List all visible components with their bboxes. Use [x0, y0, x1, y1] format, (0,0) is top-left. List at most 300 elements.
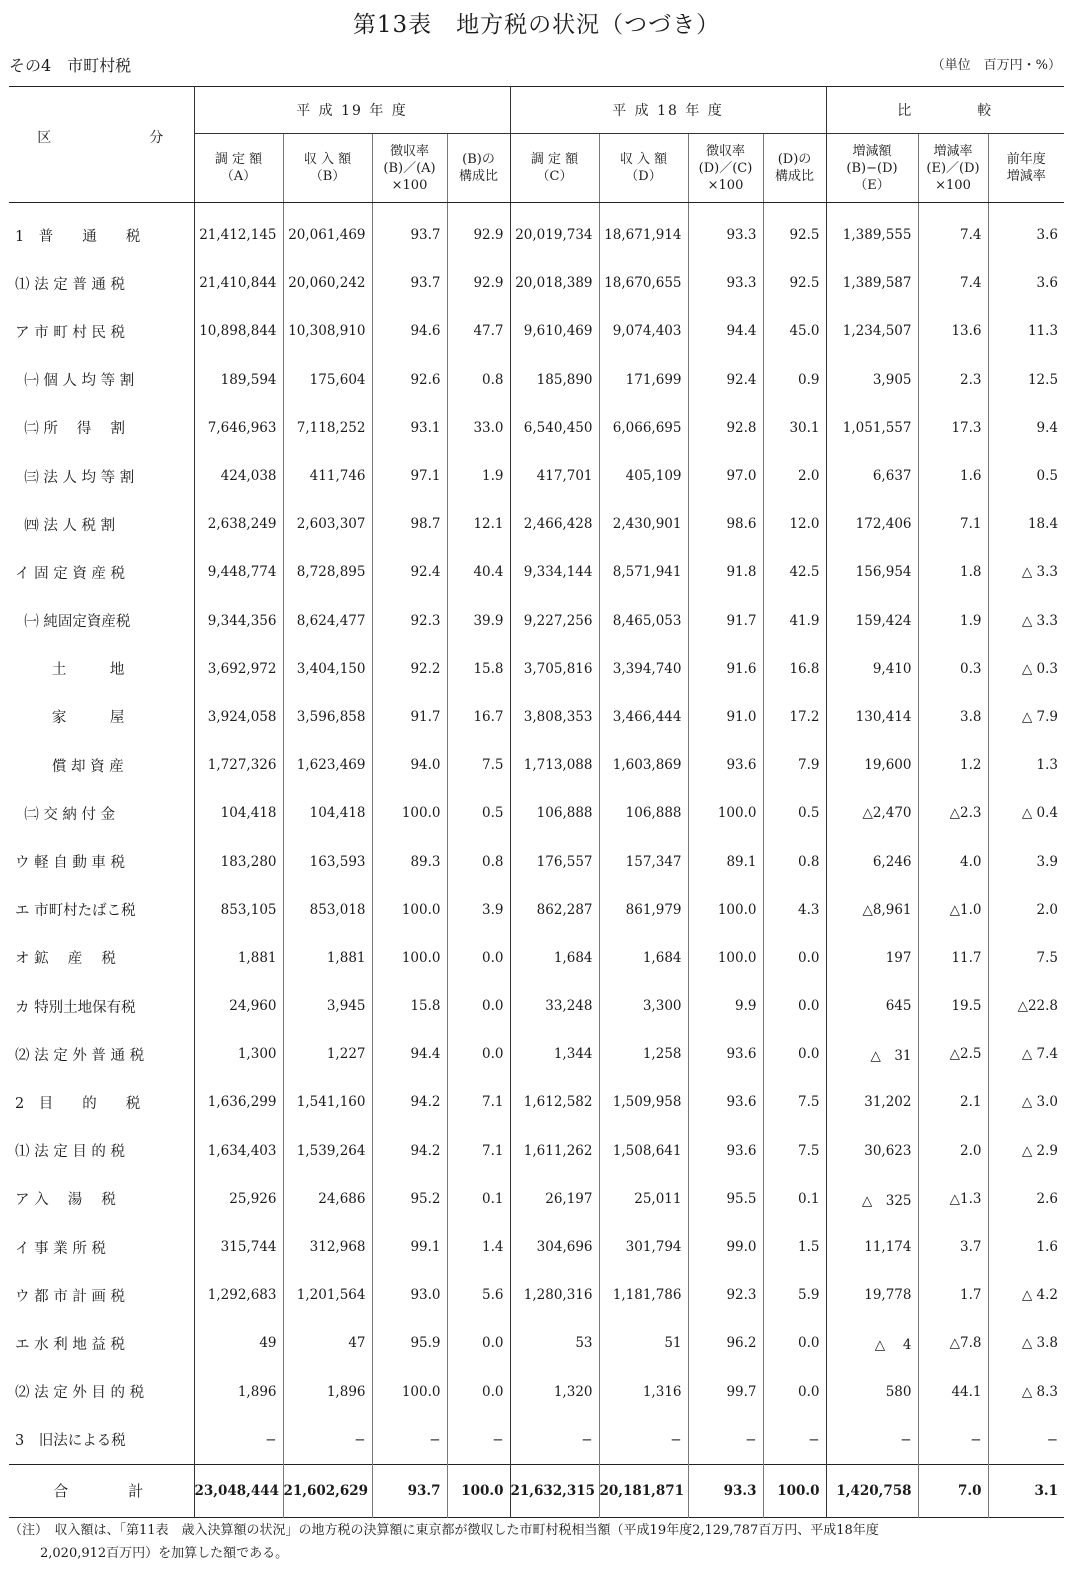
table-cell: 91.7 — [372, 693, 447, 741]
row-label: 償 却 資 産 — [15, 758, 124, 775]
table-cell: 0.5 — [763, 789, 826, 837]
table-cell: 1,611,262 — [510, 1127, 599, 1175]
table-cell: 0.0 — [763, 934, 826, 982]
table-row — [9, 693, 1064, 741]
table-cell: 301,794 — [599, 1223, 688, 1271]
table-cell: 1,881 — [283, 934, 372, 982]
table-cell: 16.8 — [763, 645, 826, 693]
table-cell: 10,898,844 — [194, 307, 283, 355]
column-header — [988, 134, 1064, 203]
table-cell: 7.1 — [447, 1127, 510, 1175]
table-cell: △7.8 — [918, 1319, 988, 1367]
table-cell: 93.6 — [688, 1078, 763, 1126]
row-label: イ 固 定 資 産 税 — [15, 565, 126, 582]
table-cell: 11.7 — [918, 934, 988, 982]
table-cell: 18,671,914 — [599, 203, 688, 260]
column-header-line: (D)の — [777, 152, 812, 167]
table-cell: 315,744 — [194, 1223, 283, 1271]
column-header-line: (B)の — [462, 152, 495, 167]
table-cell: 8,624,477 — [283, 597, 372, 645]
table-cell: 93.3 — [688, 203, 763, 260]
table-cell: 91.8 — [688, 548, 763, 596]
column-header-line: 調 定 額 — [214, 152, 263, 167]
table-cell: 93.6 — [688, 1127, 763, 1175]
table-cell: 0.3 — [918, 645, 988, 693]
table-cell: 1.9 — [447, 452, 510, 500]
table-subtitle: その4 市町村税 — [9, 56, 132, 75]
table-cell: 100.0 — [372, 789, 447, 837]
table-cell: 97.0 — [688, 452, 763, 500]
table-cell: 9,074,403 — [599, 307, 688, 355]
table-cell: △ 7.9 — [988, 693, 1064, 741]
column-header-line: (E)／(D) — [926, 160, 980, 176]
table-cell: 0.9 — [763, 356, 826, 404]
table-cell: 92.9 — [447, 259, 510, 307]
table-cell: 2,638,249 — [194, 500, 283, 548]
table-cell: 53 — [510, 1319, 599, 1367]
table-cell: 3.1 — [988, 1464, 1064, 1517]
table-cell: 9,448,774 — [194, 548, 283, 596]
table-cell: 94.2 — [372, 1127, 447, 1175]
table-cell: 25,011 — [599, 1175, 688, 1223]
table-cell: 0.8 — [447, 356, 510, 404]
table-cell: 2.1 — [918, 1078, 988, 1126]
column-header-line: ×100 — [391, 177, 428, 193]
table-cell: 8,571,941 — [599, 548, 688, 596]
table-cell: 92.3 — [372, 597, 447, 645]
row-label: ウ 都 市 計 画 税 — [15, 1288, 126, 1305]
table-cell: 89.1 — [688, 837, 763, 885]
table-cell: 99.0 — [688, 1223, 763, 1271]
table-cell: 93.0 — [372, 1271, 447, 1319]
row-label: ㈠ 個 人 均 等 割 — [15, 373, 135, 390]
table-cell: 100.0 — [447, 1464, 510, 1517]
table-cell: △1.3 — [918, 1175, 988, 1223]
row-label: ㈡ 所 得 割 — [15, 421, 126, 438]
table-cell: 16.7 — [447, 693, 510, 741]
table-row — [9, 356, 1064, 404]
table-cell: 171,699 — [599, 356, 688, 404]
table-cell: 1,344 — [510, 1030, 599, 1078]
table-cell: 1,684 — [510, 934, 599, 982]
page-title: 第13表 地方税の状況（つづき） — [352, 12, 721, 38]
table-cell: 9,344,356 — [194, 597, 283, 645]
column-header — [372, 134, 447, 203]
table-cell: △2.5 — [918, 1030, 988, 1078]
column-header-line: 前年度 — [1006, 152, 1046, 167]
table-cell: 405,109 — [599, 452, 688, 500]
table-cell: 1,727,326 — [194, 741, 283, 789]
table-cell: 92.2 — [372, 645, 447, 693]
table-cell: 0.0 — [763, 1368, 826, 1416]
table-cell: △ 3.3 — [988, 548, 1064, 596]
table-cell: 862,287 — [510, 886, 599, 934]
unit-label: （単位 百万円・%） — [931, 58, 1061, 73]
row-label: ㈡ 交 納 付 金 — [15, 806, 116, 823]
table-cell: 312,968 — [283, 1223, 372, 1271]
table-cell: 91.0 — [688, 693, 763, 741]
table-cell: 94.0 — [372, 741, 447, 789]
table-row — [9, 789, 1064, 837]
table-row — [9, 597, 1064, 645]
table-row — [9, 1030, 1064, 1078]
table-row — [9, 404, 1064, 452]
table-cell: 1,389,555 — [826, 203, 918, 260]
table-cell: 3,692,972 — [194, 645, 283, 693]
table-cell: 92.4 — [372, 548, 447, 596]
table-cell: 3,394,740 — [599, 645, 688, 693]
table-cell: 96.2 — [688, 1319, 763, 1367]
table-cell: 1.5 — [763, 1223, 826, 1271]
table-cell: 1.4 — [447, 1223, 510, 1271]
table-cell: 3,404,150 — [283, 645, 372, 693]
row-label: ㈢ 法 人 均 等 割 — [15, 469, 135, 486]
table-cell: 0.5 — [447, 789, 510, 837]
table-cell: 1,389,587 — [826, 259, 918, 307]
row-label: イ 事 業 所 税 — [15, 1240, 106, 1257]
table-cell: 49 — [194, 1319, 283, 1367]
table-cell: 7.4 — [918, 203, 988, 260]
table-cell: 853,105 — [194, 886, 283, 934]
column-header — [826, 134, 918, 203]
column-header-line: (B)／(A) — [383, 160, 436, 176]
table-cell: 4.3 — [763, 886, 826, 934]
table-cell: 156,954 — [826, 548, 918, 596]
table-cell: 1,509,958 — [599, 1078, 688, 1126]
table-cell: 9,334,144 — [510, 548, 599, 596]
table-cell: 98.7 — [372, 500, 447, 548]
table-cell: 51 — [599, 1319, 688, 1367]
table-cell: 7.5 — [447, 741, 510, 789]
table-cell: 1,603,869 — [599, 741, 688, 789]
table-cell: 3,596,858 — [283, 693, 372, 741]
table-row — [9, 1368, 1064, 1416]
table-cell: 45.0 — [763, 307, 826, 355]
column-header-line: （B） — [309, 169, 346, 184]
table-cell: 0.0 — [447, 934, 510, 982]
table-cell: △22.8 — [988, 982, 1064, 1030]
table-cell: 1,316 — [599, 1368, 688, 1416]
table-cell: 25,926 — [194, 1175, 283, 1223]
table-cell: 1,713,088 — [510, 741, 599, 789]
table-cell: 30,623 — [826, 1127, 918, 1175]
column-header-line: 構成比 — [774, 169, 814, 184]
table-cell: 93.7 — [372, 203, 447, 260]
table-cell: 12.0 — [763, 500, 826, 548]
column-header-line: 構成比 — [458, 169, 498, 184]
table-cell: 7.0 — [918, 1464, 988, 1517]
table-cell: 3,705,816 — [510, 645, 599, 693]
row-label: 家 屋 — [15, 710, 125, 727]
column-header — [447, 134, 510, 203]
table-cell: 3,808,353 — [510, 693, 599, 741]
table-cell: 1.2 — [918, 741, 988, 789]
table-cell: 94.4 — [372, 1030, 447, 1078]
table-cell: 2,430,901 — [599, 500, 688, 548]
table-cell: 93.3 — [688, 1464, 763, 1517]
table-row — [9, 934, 1064, 982]
table-row — [9, 1127, 1064, 1175]
footnote-line-2: 2,020,912百万円）を加算した額である。 — [40, 1546, 289, 1561]
table-cell: 1,420,758 — [826, 1464, 918, 1517]
table-cell: 1,300 — [194, 1030, 283, 1078]
table-cell: 12.5 — [988, 356, 1064, 404]
table-cell: − — [283, 1416, 372, 1465]
row-label: 合 計 — [9, 1464, 194, 1517]
table-cell: 1,881 — [194, 934, 283, 982]
table-cell: 0.1 — [763, 1175, 826, 1223]
total-row — [9, 1464, 1064, 1517]
table-cell: 7.5 — [988, 934, 1064, 982]
footnote-line-1: （注） 収入額は、「第11表 歳入決算額の状況」の地方税の決算額に東京都が徴収した市町村税相当額（平成19年度2,129,787百万円、平成18年度 — [9, 1523, 879, 1538]
table-cell: 1,634,403 — [194, 1127, 283, 1175]
row-label: ⑴ 法 定 普 通 税 — [15, 276, 126, 293]
table-cell: 47.7 — [447, 307, 510, 355]
table-cell: 0.0 — [447, 1319, 510, 1367]
table-cell: 7.4 — [918, 259, 988, 307]
table-cell: 1,181,786 — [599, 1271, 688, 1319]
table-cell: 1,636,299 — [194, 1078, 283, 1126]
table-cell: △ 0.3 — [988, 645, 1064, 693]
table-cell: 0.0 — [763, 1319, 826, 1367]
table-cell: 92.5 — [763, 203, 826, 260]
table-cell: 1,227 — [283, 1030, 372, 1078]
table-cell: △ 7.4 — [988, 1030, 1064, 1078]
column-header-line: 徴収率 — [705, 143, 745, 159]
table-cell: 18,670,655 — [599, 259, 688, 307]
table-cell: 3,905 — [826, 356, 918, 404]
table-cell: 6,246 — [826, 837, 918, 885]
table-cell: 98.6 — [688, 500, 763, 548]
table-cell: 3,300 — [599, 982, 688, 1030]
table-cell: − — [194, 1416, 283, 1465]
table-row — [9, 1416, 1064, 1465]
row-label: カ 特別土地保有税 — [15, 999, 136, 1016]
table-cell: 21,602,629 — [283, 1464, 372, 1517]
table-cell: 580 — [826, 1368, 918, 1416]
table-cell: 1,612,582 — [510, 1078, 599, 1126]
table-cell: 24,686 — [283, 1175, 372, 1223]
table-cell: − — [447, 1416, 510, 1465]
table-cell: 189,594 — [194, 356, 283, 404]
table-cell: △ 3.8 — [988, 1319, 1064, 1367]
row-label: 2 目 的 税 — [15, 1095, 141, 1112]
column-header — [194, 134, 283, 203]
table-cell: 1.6 — [918, 452, 988, 500]
table-cell: 19,600 — [826, 741, 918, 789]
row-label: ㈣ 法 人 税 割 — [15, 517, 116, 534]
table-cell: 93.7 — [372, 1464, 447, 1517]
table-cell: 176,557 — [510, 837, 599, 885]
table-cell: 645 — [826, 982, 918, 1030]
table-cell: 1,896 — [194, 1368, 283, 1416]
table-cell: 21,410,844 — [194, 259, 283, 307]
table-row — [9, 741, 1064, 789]
table-cell: − — [918, 1416, 988, 1465]
table-cell: 1,896 — [283, 1368, 372, 1416]
table-cell: 0.8 — [447, 837, 510, 885]
table-cell: 3.9 — [988, 837, 1064, 885]
table-cell: 7.1 — [447, 1078, 510, 1126]
table-row — [9, 1271, 1064, 1319]
table-cell: △ 4.2 — [988, 1271, 1064, 1319]
category-header: 区 分 — [9, 87, 194, 203]
table-cell: 3.6 — [988, 203, 1064, 260]
table-cell: 0.0 — [763, 1030, 826, 1078]
row-label: エ 水 利 地 益 税 — [15, 1336, 126, 1353]
table-cell: 424,038 — [194, 452, 283, 500]
table-cell: − — [826, 1416, 918, 1465]
column-header — [283, 134, 372, 203]
table-cell: 9.4 — [988, 404, 1064, 452]
table-cell: 1,234,507 — [826, 307, 918, 355]
table-row — [9, 1319, 1064, 1367]
table-cell: 18.4 — [988, 500, 1064, 548]
table-cell: 100.0 — [688, 934, 763, 982]
table-cell: 7,646,963 — [194, 404, 283, 452]
table-cell: 0.0 — [447, 1368, 510, 1416]
table-cell: 20,061,469 — [283, 203, 372, 260]
table-cell: 1,292,683 — [194, 1271, 283, 1319]
table-cell: 7.5 — [763, 1078, 826, 1126]
table-cell: 185,890 — [510, 356, 599, 404]
table-cell: △ 3.0 — [988, 1078, 1064, 1126]
table-row — [9, 886, 1064, 934]
column-header-line: 収 入 額 — [619, 152, 668, 167]
table-cell: 95.2 — [372, 1175, 447, 1223]
table-cell: 91.6 — [688, 645, 763, 693]
table-cell: 7.5 — [763, 1127, 826, 1175]
table-cell: 1,684 — [599, 934, 688, 982]
table-cell: 1,320 — [510, 1368, 599, 1416]
table-cell: 91.7 — [688, 597, 763, 645]
table-cell: 17.3 — [918, 404, 988, 452]
table-cell: 2.3 — [918, 356, 988, 404]
table-cell: 0.0 — [447, 982, 510, 1030]
table-cell: 304,696 — [510, 1223, 599, 1271]
table-cell: 1.6 — [988, 1223, 1064, 1271]
table-cell: 172,406 — [826, 500, 918, 548]
table-cell: 11.3 — [988, 307, 1064, 355]
table-cell: 42.5 — [763, 548, 826, 596]
table-cell: 6,540,450 — [510, 404, 599, 452]
column-header-line: （C） — [536, 169, 573, 184]
table-cell: − — [599, 1416, 688, 1465]
table-body — [9, 203, 1064, 1518]
table-row — [9, 1078, 1064, 1126]
table-cell: 130,414 — [826, 693, 918, 741]
table-cell: 5.9 — [763, 1271, 826, 1319]
table-cell: 183,280 — [194, 837, 283, 885]
table-cell: △ 3.3 — [988, 597, 1064, 645]
table-row — [9, 1175, 1064, 1223]
column-header-line: 調 定 額 — [530, 152, 579, 167]
table-cell: 92.9 — [447, 203, 510, 260]
table-cell: − — [988, 1416, 1064, 1465]
table-cell: 93.1 — [372, 404, 447, 452]
table-cell: 4.0 — [918, 837, 988, 885]
table-cell: 1,051,557 — [826, 404, 918, 452]
column-header-line: (D)／(C) — [698, 160, 753, 176]
column-header-line: （A） — [220, 169, 257, 184]
table-cell: 20,060,242 — [283, 259, 372, 307]
table-cell: 0.1 — [447, 1175, 510, 1223]
table-cell: 197 — [826, 934, 918, 982]
column-header — [688, 134, 763, 203]
table-cell: 30.1 — [763, 404, 826, 452]
table-cell: 9,610,469 — [510, 307, 599, 355]
column-header-line: 増減率 — [933, 143, 973, 159]
column-header-line: (B)−(D) — [846, 160, 898, 176]
column-header-line: 徴収率 — [389, 143, 429, 159]
table-cell: 92.4 — [688, 356, 763, 404]
table-cell: △ 4 — [826, 1319, 918, 1367]
table-cell: 2.0 — [918, 1127, 988, 1175]
table-cell: 100.0 — [688, 886, 763, 934]
table-cell: 95.9 — [372, 1319, 447, 1367]
table-cell: △ 0.4 — [988, 789, 1064, 837]
column-header — [918, 134, 988, 203]
table-cell: 1.7 — [918, 1271, 988, 1319]
column-header — [599, 134, 688, 203]
table-cell: 6,066,695 — [599, 404, 688, 452]
table-cell: 41.9 — [763, 597, 826, 645]
table-cell: 13.6 — [918, 307, 988, 355]
table-cell: 3.6 — [988, 259, 1064, 307]
table-cell: 411,746 — [283, 452, 372, 500]
table-cell: 99.1 — [372, 1223, 447, 1271]
table-cell: 94.4 — [688, 307, 763, 355]
table-cell: 93.6 — [688, 1030, 763, 1078]
table-cell: 0.0 — [447, 1030, 510, 1078]
row-label: ㈠ 純固定資産税 — [15, 614, 131, 631]
table-cell: 1,201,564 — [283, 1271, 372, 1319]
row-label: ウ 軽 自 動 車 税 — [15, 855, 126, 872]
table-cell: 853,018 — [283, 886, 372, 934]
table-cell: 24,960 — [194, 982, 283, 1030]
table-cell: 47 — [283, 1319, 372, 1367]
table-row — [9, 548, 1064, 596]
table-cell: 7,118,252 — [283, 404, 372, 452]
table-cell: 106,888 — [510, 789, 599, 837]
table-cell: 104,418 — [283, 789, 372, 837]
table-cell: 1,541,160 — [283, 1078, 372, 1126]
table-cell: 94.2 — [372, 1078, 447, 1126]
table-cell: 1,539,264 — [283, 1127, 372, 1175]
column-header-line: ×100 — [707, 177, 744, 193]
column-header-line: 増減額 — [852, 143, 892, 159]
table-cell: 175,604 — [283, 356, 372, 404]
table-cell: 100.0 — [372, 1368, 447, 1416]
table-row — [9, 203, 1064, 260]
table-cell: 8,465,053 — [599, 597, 688, 645]
table-cell: 3.9 — [447, 886, 510, 934]
row-label: 3 旧法による税 — [15, 1433, 126, 1450]
table-row — [9, 307, 1064, 355]
table-cell: 2,603,307 — [283, 500, 372, 548]
table-cell: 106,888 — [599, 789, 688, 837]
table-cell: △2,470 — [826, 789, 918, 837]
table-row — [9, 500, 1064, 548]
table-cell: 1,508,641 — [599, 1127, 688, 1175]
table-cell: 9,410 — [826, 645, 918, 693]
tax-table — [9, 86, 1064, 1518]
table-cell: 19.5 — [918, 982, 988, 1030]
table-cell: 157,347 — [599, 837, 688, 885]
table-cell: 15.8 — [447, 645, 510, 693]
table-cell: 0.0 — [763, 982, 826, 1030]
table-cell: 44.1 — [918, 1368, 988, 1416]
